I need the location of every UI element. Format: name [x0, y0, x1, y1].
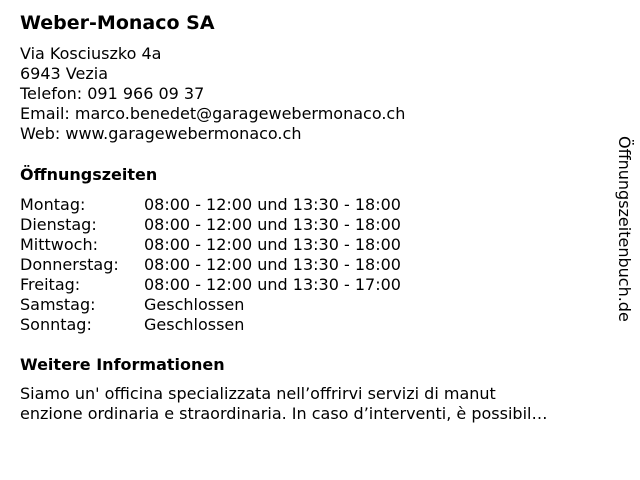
hours-row-tuesday: [20, 215, 401, 235]
time-value: 08:00 - 12:00 und 13:30 - 17:00: [144, 275, 401, 294]
day-label: Donnerstag:: [20, 255, 119, 274]
hours-row-wednesday: [20, 235, 401, 255]
info-text: [20, 384, 620, 424]
time-value: 08:00 - 12:00 und 13:30 - 18:00: [144, 255, 401, 274]
day-label: Montag:: [20, 195, 86, 214]
time-value: Geschlossen: [144, 315, 245, 334]
hours-list: [20, 195, 401, 335]
day-label: Samstag:: [20, 295, 96, 314]
info-heading: Weitere Informationen: [20, 355, 225, 374]
time-value: Geschlossen: [144, 295, 245, 314]
email-line: Email: marco.benedet@garagewebermonaco.ch: [20, 104, 406, 123]
hours-row-thursday: [20, 255, 401, 275]
phone-line: Telefon: 091 966 09 37: [20, 84, 205, 103]
hours-row-friday: [20, 275, 401, 295]
day-label: Mittwoch:: [20, 235, 98, 254]
day-label: Dienstag:: [20, 215, 97, 234]
time-value: 08:00 - 12:00 und 13:30 - 18:00: [144, 235, 401, 254]
address-city: 6943 Vezia: [20, 64, 108, 83]
watermark-text: Öffnungszeitenbuch.de: [615, 136, 634, 322]
business-title: Weber-Monaco SA: [20, 12, 215, 34]
day-label: Sonntag:: [20, 315, 92, 334]
address-street: Via Kosciuszko 4a: [20, 44, 162, 63]
contact-block: [20, 44, 405, 144]
hours-row-monday: [20, 195, 401, 215]
time-value: 08:00 - 12:00 und 13:30 - 18:00: [144, 195, 401, 214]
info-line: Siamo un' officina specializzata nell’offrirvi servizi di manut: [20, 384, 496, 403]
web-line: Web: www.garagewebermonaco.ch: [20, 124, 302, 143]
time-value: 08:00 - 12:00 und 13:30 - 18:00: [144, 215, 401, 234]
info-line: enzione ordinaria e straordinaria. In caso d’interventi, è possibil…: [20, 404, 548, 423]
hours-row-saturday: [20, 295, 245, 315]
hours-row-sunday: [20, 315, 245, 335]
day-label: Freitag:: [20, 275, 81, 294]
hours-heading: Öffnungszeiten: [20, 165, 158, 184]
